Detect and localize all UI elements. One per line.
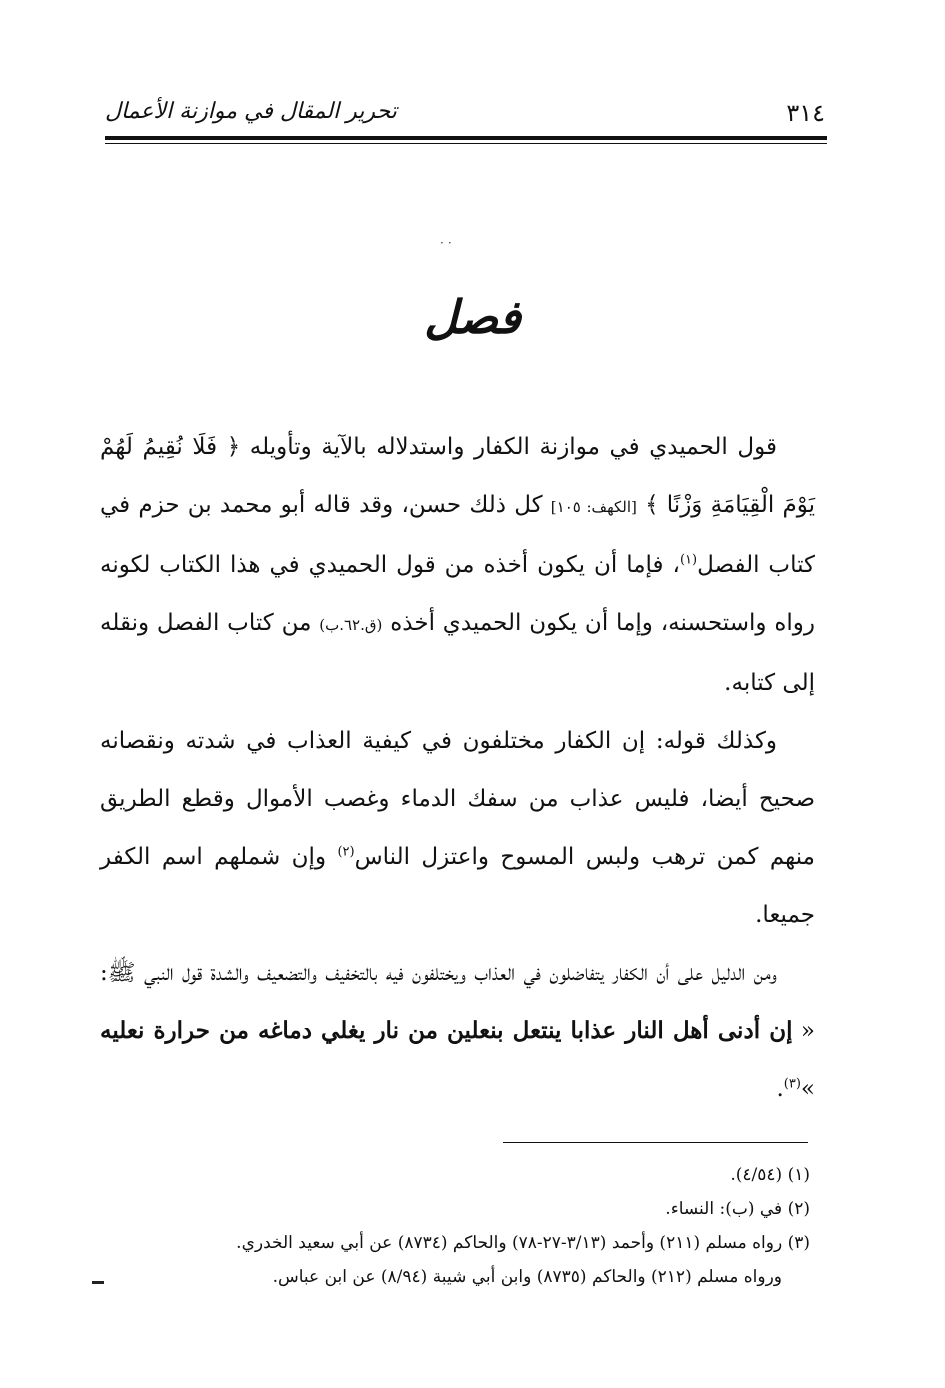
paragraph-1 [100,418,815,712]
footnote-3-continued: ورواه مسلم (٢١٢) والحاكم (٨٧٣٥) وابن أبي شيبة (٨/٩٤) عن ابن عباس. [272,1267,782,1287]
header-rule-thin [105,143,827,144]
paragraph-2 [100,712,815,944]
p2-text-1: وكذلك قوله: إن الكفار مختلفون في كيفية العذاب في شدته ونقصانه صحيح أيضا، فليس عذاب من سفك الدماء وغصب الأموال وقطع الطريق منهم كمن ترهب ولبس المسوح واعتزل الناس [100,728,815,870]
footnote-marker-1[interactable]: (١) [679,552,698,568]
p2-text-2: وإن شملهم اسم الكفر جميعا. [100,844,815,928]
footnote-3: (٣) رواه مسلم (٢١١) وأحمد (٣/١٣-٢٧-٧٨) والحاكم (٨٧٣٤) عن أبي سعيد الخدري. [236,1233,810,1253]
section-title: فصل [424,290,521,344]
page-number: ٣١٤ [786,99,825,127]
page-header [105,95,825,131]
body-text [100,418,815,1118]
margin-mark [92,1281,104,1284]
paragraph-3 [100,944,815,1118]
footnote-marker-3[interactable]: (٣) [783,1076,801,1092]
p1-text-2: كل ذلك حسن، وقد قاله أبو محمد بن حزم في كتاب الفصل [100,492,815,578]
footnote-marker-2[interactable]: (٢) [337,844,355,860]
quran-reference: [الكهف: ١٠٥] [550,498,637,516]
manuscript-reference: (ق.٦٢.ب) [319,616,383,634]
running-title: تحرير المقال في موازنة الأعمال [105,99,397,124]
footnotes [110,1158,810,1294]
hadith-quote: إن أدنى أهل النار عذابا ينتعل بنعلين من نار يغلي دماغه من حرارة نعليه [100,1017,793,1044]
p1-text-4: من كتاب الفصل ونقله إلى كتابه. [100,610,815,696]
footnote-separator [503,1142,808,1143]
footnote-2: (٢) في (ب): النساء. [665,1199,810,1219]
p3-text-3: . [776,1076,784,1102]
footnote-1: (١) (٤/٥٤). [730,1165,810,1185]
p1-text-3: ، فإما أن يكون أخذه من قول الحميدي في هذا الكتاب لكونه رواه واستحسنه، وإما أن يكون الحميدي أخذه [100,552,815,636]
p1-text-1: قول الحميدي في موازنة الكفار واستدلاله بالآية وتأويله ﴿ فَلَا نُقِيمُ لَهُمْ يَوْمَ الْقِيَامَةِ وَزْنًا ﴾ [100,434,815,518]
p3-text-1: ومن الدليل على أن الكفار يتفاضلون في العذاب ويختلفون فيه بالتخفيف والتضعيف والشدة قول النبي ﷺ: « [100,960,815,1044]
ornament-dots: ·· [440,236,456,250]
p3-text-2: » [800,1076,815,1102]
header-rule [105,136,827,140]
